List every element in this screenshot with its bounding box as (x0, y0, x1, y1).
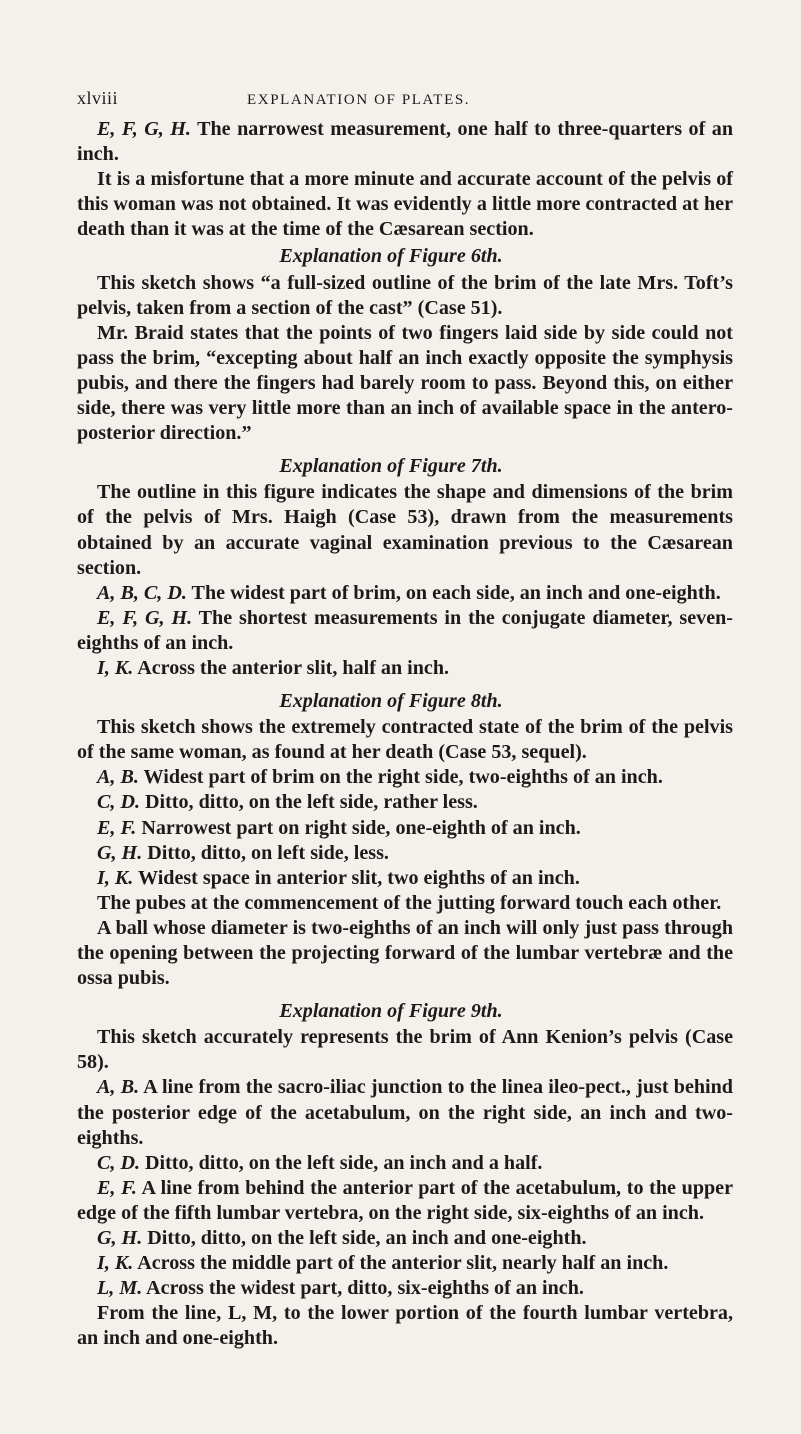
paragraph-text: Ditto, ditto, on the left side, an inch and one-eighth. (142, 1227, 587, 1250)
section-gap (77, 681, 733, 687)
point-label: E, F. (97, 816, 137, 839)
labeled-paragraph (77, 1251, 733, 1276)
labeled-paragraph (77, 117, 733, 167)
labeled-paragraph (77, 1176, 733, 1226)
section-heading: Explanation of Figure 7th. (279, 455, 503, 478)
point-label: E, F. (97, 1176, 137, 1199)
point-label: G, H. (97, 841, 143, 864)
page-number: xlviii (77, 88, 119, 108)
point-label: E, F, G, H. (97, 118, 191, 140)
paragraph (77, 891, 733, 916)
labeled-paragraph (77, 656, 733, 681)
paragraph (77, 715, 733, 765)
section-heading: Explanation of Figure 9th. (279, 1000, 503, 1023)
paragraph-text: The shortest measurements in the conjugate diameter, seven-eighths of an inch. (77, 606, 733, 654)
paragraph-text: A ball whose diameter is two-eighths of an inch will only just pass through the opening between the projecting forward of the lumbar vertebræ and the ossa pubis. (77, 916, 733, 990)
labeled-paragraph (77, 1276, 733, 1301)
paragraph-text: From the line, L, M, to the lower portion of the fourth lumbar vertebra, an inch and one-eighth. (77, 1302, 733, 1350)
labeled-paragraph (77, 841, 733, 866)
paragraph-text: Across the widest part, ditto, six-eighths of an inch. (142, 1277, 584, 1300)
paragraph-text: A line from the sacro-iliac junction to the linea ileo-pect., just behind the posterior edge of the acetabulum, on the right side, an inch and two-eighths. (77, 1076, 733, 1149)
paragraph (77, 167, 733, 242)
paragraph-text: The widest part of brim, on each side, an inch and one-eighth. (186, 581, 721, 604)
labeled-paragraph (77, 866, 733, 891)
page-header (77, 88, 733, 109)
paragraph-text: Ditto, ditto, on the left side, rather less. (139, 791, 478, 814)
paragraph-text: Narrowest part on right side, one-eighth of an inch. (136, 816, 581, 839)
section-gap (77, 991, 733, 997)
paragraph-text: Mr. Braid states that the points of two fingers laid side by side could not pass the brim, “excepting about half an inch exactly opposite the symphysis pubis, and there the fingers had barely room to pass. Beyond this, on either side, there was very little more than an inch of available space in the antero-posterior direction.” (77, 321, 733, 445)
paragraph-text: Across the middle part of the anterior slit, nearly half an inch. (133, 1252, 669, 1275)
paragraph (77, 1025, 733, 1075)
point-label: L, M. (97, 1277, 143, 1300)
point-label: A, B. (97, 1076, 140, 1099)
paragraph-text: A line from behind the anterior part of the acetabulum, to the upper edge of the fifth lumbar vertebra, on the right side, six-eighths of an inch. (77, 1176, 734, 1224)
labeled-paragraph (77, 1226, 733, 1251)
point-label: I, K. (97, 1252, 134, 1275)
point-label: G, H. (97, 1227, 143, 1250)
section-heading: Explanation of Figure 6th. (279, 245, 503, 268)
point-label: C, D. (97, 1151, 140, 1174)
paragraph-text: The outline in this figure indicates the shape and dimensions of the brim of the pelvis of Mrs. Haigh (Case 53), drawn from the measurements obtained by an accurate vaginal examination previous to the Cæsarean section. (77, 481, 733, 579)
labeled-paragraph (77, 816, 733, 841)
paragraph (77, 480, 733, 580)
paragraph-text: The narrowest measurement, one half to three-quarters of an inch. (77, 118, 733, 166)
section-heading: Explanation of Figure 8th. (279, 690, 503, 713)
paragraph-text: This sketch shows the extremely contracted state of the brim of the pelvis of the same woman, as found at her death (Case 53, sequel). (77, 716, 733, 764)
paragraph-text: Ditto, ditto, on the left side, an inch and a half. (139, 1151, 543, 1174)
point-label: C, D. (97, 791, 140, 814)
page-body (77, 117, 733, 1352)
labeled-paragraph (77, 1075, 733, 1150)
labeled-paragraph (77, 581, 733, 606)
paragraph-text: The pubes at the commencement of the jutting forward touch each other. (97, 891, 722, 914)
paragraph-text: This sketch shows “a full-sized outline of the brim of the late Mrs. Toft’s pelvis, taken from a section of the cast” (Case 51). (77, 271, 733, 319)
point-label: I, K. (97, 866, 134, 889)
labeled-paragraph (77, 1151, 733, 1176)
paragraph (77, 1301, 733, 1351)
point-label: A, B, C, D. (97, 581, 187, 604)
paragraph-text: Ditto, ditto, on left side, less. (142, 841, 389, 864)
paragraph-text: It is a misfortune that a more minute and accurate account of the pelvis of this woman was not obtained. It was evidently a little more contracted at her death than it was at the time of the Cæsarean section. (77, 168, 733, 241)
labeled-paragraph (77, 790, 733, 815)
point-label: E, F, G, H. (97, 606, 193, 629)
point-label: A, B. (97, 766, 139, 789)
paragraph (77, 321, 733, 446)
point-label: I, K. (97, 656, 134, 679)
paragraph-text: This sketch accurately represents the brim of Ann Kenion’s pelvis (Case 58). (77, 1026, 733, 1074)
paragraph-text: Across the anterior slit, half an inch. (133, 656, 450, 679)
paragraph-text: Widest part of brim on the right side, two-eighths of an inch. (138, 766, 663, 789)
paragraph (77, 271, 733, 321)
running-title: EXPLANATION OF PLATES. (247, 92, 471, 108)
section-gap (77, 446, 733, 452)
labeled-paragraph (77, 765, 733, 790)
labeled-paragraph (77, 606, 733, 656)
paragraph (77, 916, 733, 991)
paragraph-text: Widest space in anterior slit, two eighths of an inch. (133, 866, 580, 889)
